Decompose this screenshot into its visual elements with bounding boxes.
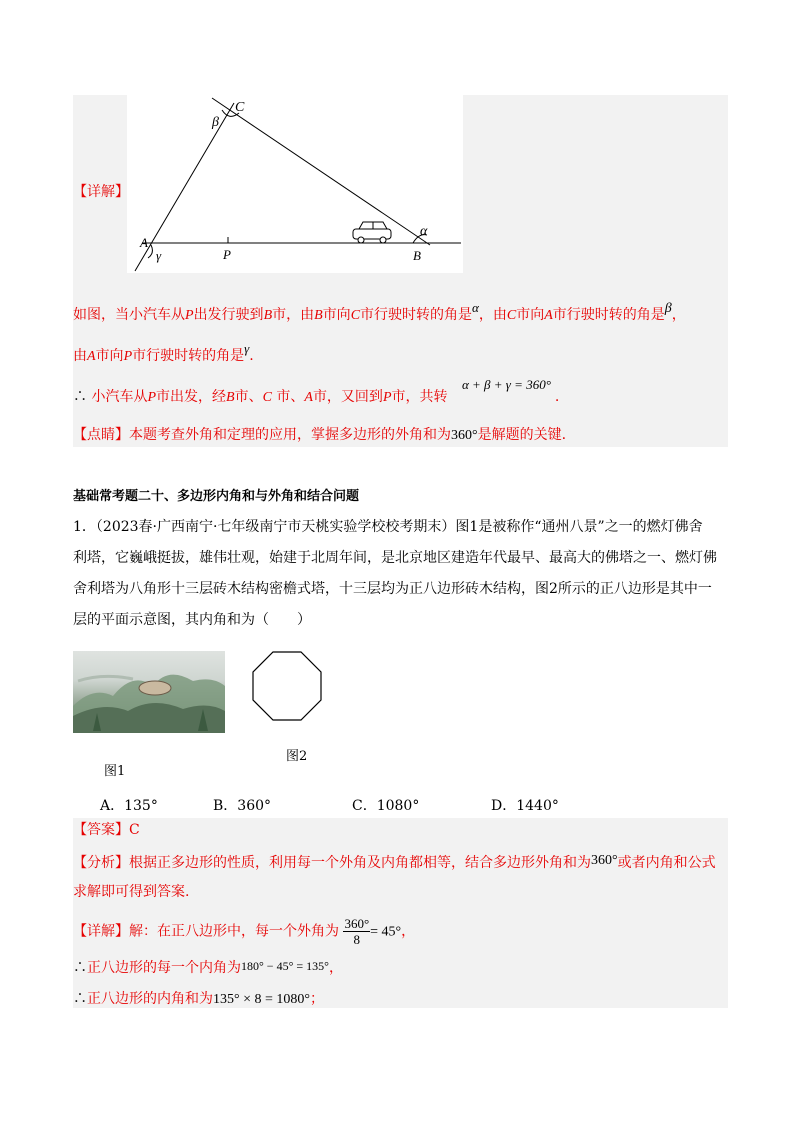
question-line-4: 层的平面示意图，其内角和为（ ） <box>73 612 311 628</box>
answer-line: 【答案】C <box>73 822 140 838</box>
car-icon <box>353 222 391 243</box>
analysis-line-1: 【分析】根据正多边形的性质，利用每一个外角及内角都相等，结合多边形外角和为360°或者内角和公式 <box>73 853 716 871</box>
dianjing-line: 【点睛】本题考查外角和定理的应用，掌握多边形的外角和为360°是解题的关键. <box>73 427 567 443</box>
exterior-angle-fraction: $\frac{360^\circ}{8}$ <box>344 916 370 947</box>
detail-line-1: 【详解】解：在正八边形中，每一个外角为 $\frac{360^\circ}{8}$ = 45°， <box>73 916 416 947</box>
solution-line-3: ∴ 小汽车从P市出发，经B市、C 市、A市，又回到P市，共转 α + β + γ = 360°. <box>73 377 560 405</box>
question-line-3: 舍利塔为八角形十三层砖木结构密檐式塔，十三层均为正八边形砖木结构，图2所示的正八边形是其中一 <box>73 581 712 597</box>
angle-sum-equation: α + β + γ = 360° <box>461 377 551 392</box>
triangle-diagram <box>127 95 463 273</box>
question-line-2: 利塔，它巍峨挺拔，雄伟壮观，始建于北周年间，是北京地区建造年代最早、最高大的佛塔之一、燃灯佛 <box>73 550 717 566</box>
label-A: A <box>140 235 148 250</box>
detail-line-2: ∴正八边形的每一个内角为180° − 45° = 135°， <box>73 959 343 976</box>
label-B: B <box>413 248 421 263</box>
label-gamma: γ <box>156 248 162 263</box>
figure-2-caption: 图2 <box>286 749 308 764</box>
solution-line-1: 如图，当小汽车从P出发行驶到B市，由B市向C市行驶时转的角是α，由C市向A市行驶时转的角是β， <box>73 300 686 323</box>
option-a[interactable]: A．135° <box>100 798 158 814</box>
detail-line-3: ∴正八边形的内角和为135° × 8 = 1080°； <box>73 991 324 1007</box>
figure-2-octagon <box>249 650 325 726</box>
analysis-line-2: 求解即可得到答案. <box>73 884 190 900</box>
label-P: P <box>223 247 231 262</box>
option-b[interactable]: B．360° <box>213 798 272 814</box>
section-title: 基础常考题二十、多边形内角和与外角和结合问题 <box>73 489 360 504</box>
figure-1-painting <box>73 651 225 733</box>
figure-1-caption: 图1 <box>104 764 126 779</box>
label-beta: β <box>212 115 219 130</box>
label-C: C <box>235 100 245 115</box>
xiangjie-label: 【详解】 <box>73 184 129 200</box>
option-c[interactable]: C．1080° <box>352 798 420 814</box>
solution-line-2: 由A市向P市行驶时转的角是γ. <box>73 341 254 364</box>
triangle-svg <box>127 95 463 273</box>
label-alpha: α <box>420 224 428 239</box>
solution-block-2 <box>73 818 728 1008</box>
option-d[interactable]: D．1440° <box>491 798 559 814</box>
answer-value: C <box>129 822 140 838</box>
question-line-1: 1．（2023春·广西南宁·七年级南宁市天桃实验学校校考期末）图1是被称作“通州八景”之一的燃灯佛舍 <box>73 519 703 535</box>
